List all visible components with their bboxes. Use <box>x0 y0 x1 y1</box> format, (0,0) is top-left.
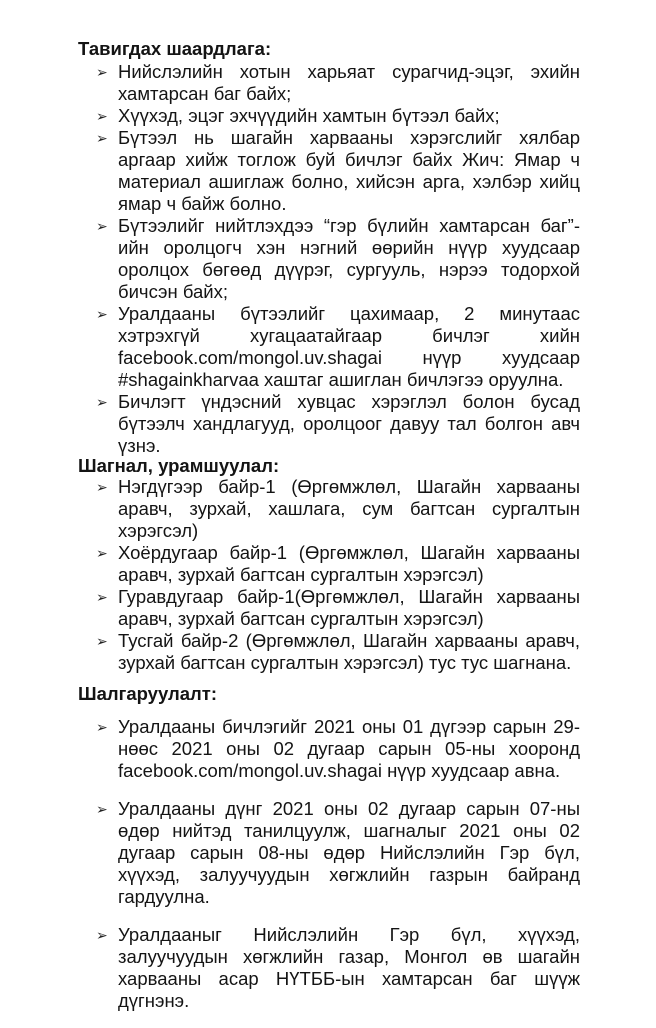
list-item: ➢ Хүүхэд, эцэг эхчүүдийн хамтын бүтээл байх; <box>96 105 500 126</box>
arrow-bullet-icon: ➢ <box>96 801 108 817</box>
prizes-list <box>90 476 580 674</box>
arrow-bullet-icon: ➢ <box>96 108 108 124</box>
list-item: ➢ Гуравдугаар байр-1(Өргөмжлөл, Шагайн харвааны аравч, зурхай багтсан сургалтын хэрэгсэл) <box>96 586 580 629</box>
requirements-heading: Тавигдах шаардлага: <box>78 38 272 59</box>
prizes-heading: Шагнал, урамшуулал: <box>78 455 280 476</box>
arrow-bullet-icon: ➢ <box>96 394 108 410</box>
arrow-bullet-icon: ➢ <box>96 218 108 234</box>
arrow-bullet-icon: ➢ <box>96 633 108 649</box>
list-item: ➢ Уралдааны дүнг 2021 оны 02 дугаар сарын 07-ны өдөр нийтэд танилцуулж, шагналыг 2021 оны 02 дугаар сарын 08-ны өдөр Нийслэлийн Гэр бүл, хүүхэд, залуучуудын хөгжлийн газрын байранд гардуулна. <box>96 798 580 907</box>
arrow-bullet-icon: ➢ <box>96 927 108 943</box>
arrow-bullet-icon: ➢ <box>96 306 108 322</box>
selection-heading: Шалгаруулалт: <box>78 683 218 704</box>
arrow-bullet-icon: ➢ <box>96 64 108 80</box>
arrow-bullet-icon: ➢ <box>96 589 108 605</box>
list-item: ➢ Уралдааныг Нийслэлийн Гэр бүл, хүүхэд, залуучуудын хөгжлийн газар, Монгол өв шагайн харвааны асар НҮТББ-ын хамтарсан баг шүүж дүгнэнэ. <box>96 924 580 1011</box>
list-item: ➢ Тусгай байр-2 (Өргөмжлөл, Шагайн харвааны аравч, зурхай багтсан сургалтын хэрэгсэл) тус тус шагнана. <box>96 630 580 673</box>
list-item: ➢ Нийслэлийн хотын харьяат сурагчид-эцэг, эхийн хамтарсан баг байх; <box>96 61 580 104</box>
requirements-list <box>90 61 580 457</box>
arrow-bullet-icon: ➢ <box>96 130 108 146</box>
arrow-bullet-icon: ➢ <box>96 479 108 495</box>
selection-list <box>90 716 580 1028</box>
arrow-bullet-icon: ➢ <box>96 719 108 735</box>
list-item: ➢ Бүтээл нь шагайн харвааны хэрэгслийг хялбар аргаар хийж тоглож буй бичлэг байх Жич: Ямар ч материал ашиглаж болно, хийсэн арга, хэлбэр хийц ямар ч байж болно. <box>96 127 580 214</box>
list-item: ➢ Бичлэгт үндэсний хувцас хэрэглэл болон бусад бүтээлч хандлагууд, оролцоог давуу тал болгон авч үзнэ. <box>96 391 580 456</box>
list-item: ➢ Уралдааны бичлэгийг 2021 оны 01 дүгээр сарын 29-нөөс 2021 оны 02 дугаар сарын 05-ны хооронд facebook.com/mongol.uv.shagai нүүр хуудсаар авна. <box>96 716 580 781</box>
list-item: ➢ Бүтээлийг нийтлэхдээ “гэр бүлийн хамтарсан баг”-ийн оролцогч хэн нэгний өөрийн нүүр хуудсаар оролцох бөгөөд дүүрэг, сургууль, нэрээ тодорхой бичсэн байх; <box>96 215 580 302</box>
list-item: ➢ Уралдааны бүтээлийг цахимаар, 2 минутаас хэтрэхгүй хугацаатайгаар бичлэг хийн facebook.com/mongol.uv.shagai нүүр хуудсаар #shagainkharvaa хаштаг ашиглан бичлэгээ оруулна. <box>96 303 580 390</box>
list-item: ➢ Хоёрдугаар байр-1 (Өргөмжлөл, Шагайн харвааны аравч, зурхай багтсан сургалтын хэрэгсэл) <box>96 542 580 585</box>
arrow-bullet-icon: ➢ <box>96 545 108 561</box>
list-item: ➢ Нэгдүгээр байр-1 (Өргөмжлөл, Шагайн харвааны аравч, зурхай, хашлага, сум багтсан сургалтын хэрэгсэл) <box>96 476 580 541</box>
